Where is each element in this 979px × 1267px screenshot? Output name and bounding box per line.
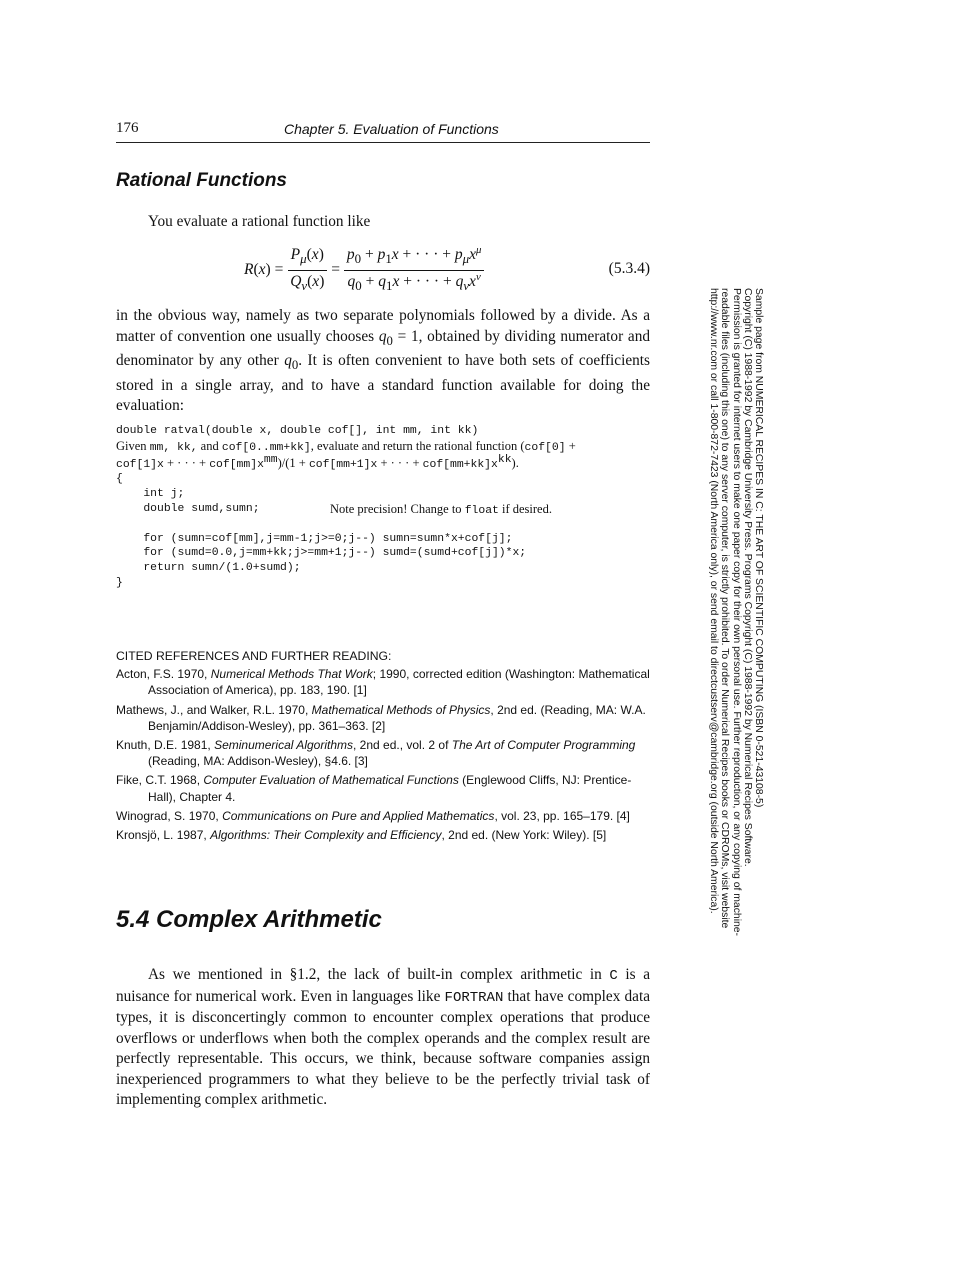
code-close-brace: } — [116, 576, 123, 589]
explanation-paragraph: in the obvious way, namely as two separate polynomials followed by a divide. As a matter of convention one usually chooses $q_0 = 1$, obtained by dividing numerator and denominator by any other $q_0$. It is often convenient to have both sets of coefficients stored in a single array, and to have a standard function available for doing the evaluation: — [116, 307, 650, 415]
sidebar-line: Permission is granted for internet users to make one paper copy for their own personal use. Further reproduction, or any copying of machine- — [730, 288, 742, 937]
fraction-polynomials: $\frac{p_0 + p_1x + \cdot \cdot \cdot + p_\mu x^\mu}{q_0 + q_1x + \cdot \cdot \cdot + q_\nu x^\nu}$ — [344, 246, 485, 295]
references — [116, 648, 656, 846]
complex-arithmetic-paragraph: As we mentioned in §1.2, the lack of built-in complex arithmetic in C is a nuisance for numerical work. Even in languages like FORTRAN that have complex data types, it is disconcertingly common to encounter complex operations that produce overflows or underflows when both the complex operands and the complex result are perfectly representable. This occurs, we think, because software companies assign inexperienced programmers to what they believe to be the perfectly trivial task of implementing complex arithmetic. — [116, 966, 650, 1108]
code-for-numerator: for (sumn=cof[mm],j=mm-1;j>=0;j--) sumn=sumn*x+cof[j]; — [116, 532, 513, 545]
equation-body: R(x) = $\frac{P_\mu(x)}{Q_\nu(x)}$ = $\frac{p_0 + p_1x + \cdot \cdot \cdot + p_\mu x^\mu}{q_0 + q_1x + \cdot \cdot \cdot + q_\nu x^\nu}$ — [244, 246, 484, 295]
sidebar-line: readable files (including this one) to any server computer, is strictly prohibited. To order Numerical Recipes books or CDROMs, visit website — [719, 288, 731, 929]
reference-item: Knuth, D.E. 1981, Seminumerical Algorithms, 2nd ed., vol. 2 of The Art of Computer Programming (Reading, MA: Addison-Wesley), §4.6. [3] — [116, 738, 636, 769]
code-open-brace: { — [116, 473, 123, 486]
chapter-title: Chapter 5. Evaluation of Functions — [284, 121, 499, 137]
code-blank-line — [116, 517, 656, 532]
section-heading-complex-arithmetic: 5.4 Complex Arithmetic — [116, 906, 382, 933]
code-signature: double ratval(double x, double cof[], int mm, int kk) — [116, 425, 479, 437]
code-note: Note precision! Change to float if desired. — [330, 501, 552, 517]
copyright-sidebar — [708, 288, 764, 948]
intro-paragraph: You evaluate a rational function like — [148, 213, 371, 230]
references-heading: CITED REFERENCES AND FURTHER READING: — [116, 649, 392, 663]
reference-item: Fike, C.T. 1968, Computer Evaluation of Mathematical Functions (Englewood Cliffs, NJ: Prentice-Hall), Chapter 4. — [116, 773, 632, 804]
reference-item: Kronsjö, L. 1987, Algorithms: Their Complexity and Efficiency, 2nd ed. (New York: Wiley). [5] — [116, 828, 607, 843]
code-for-denominator: for (sumd=0.0,j=mm+kk;j>=mm+1;j--) sumd=(sumd+cof[j])*x; — [116, 547, 527, 560]
sidebar-line: Sample page from NUMERICAL RECIPES IN C: THE ART OF SCIENTIFIC COMPUTING (ISBN 0-521-43108-5) — [753, 288, 764, 808]
code-comment-continued: cof[1]x + · · · + $cof[mm]x^{mm})/(1 + cof[mm+1]x$ + · · · + $cof[mm+kk]x^{kk}$). — [116, 453, 519, 471]
equation-5-3-4 — [116, 243, 650, 294]
fraction-p-over-q: $\frac{P_\mu(x)}{Q_\nu(x)}$ — [287, 246, 327, 295]
section-heading-rational-functions: Rational Functions — [116, 170, 287, 191]
running-head — [116, 120, 650, 143]
code-line-double: double sumd,sumn; Note precision! Change to float if desired. — [116, 501, 552, 517]
reference-item: Winograd, S. 1970, Communications on Pure and Applied Mathematics, vol. 23, pp. 165–179. [4] — [116, 808, 630, 823]
code-comment: Given mm, kk, and cof[0..mm+kk], evaluate and return the rational function (cof[0] + — [116, 438, 576, 454]
page-number: 176 — [116, 120, 139, 136]
equation-number: (5.3.4) — [608, 260, 650, 277]
reference-item: Mathews, J., and Walker, R.L. 1970, Mathematical Methods of Physics, 2nd ed. (Reading, MA: W.A. Benjamin/Addison-Wesley), pp. 361–363. [2] — [116, 702, 646, 733]
sidebar-line: http://www.nr.com or call 1-800-872-7423 (North America only), or send email to directcustserv@cambridge.org (outside North America). — [708, 288, 720, 914]
sidebar-line: Copyright (C) 1988-1992 by Cambridge University Press. Programs Copyright (C) 1988-1992 by Numerical Recipes Software. — [741, 288, 753, 867]
code-return: return sumn/(1.0+sumd); — [116, 562, 301, 575]
code-listing-ratval — [116, 424, 656, 591]
code-line-int: int j; — [116, 488, 185, 501]
reference-item: Acton, F.S. 1970, Numerical Methods That Work; 1990, corrected edition (Washington: Mathematical Association of America), pp. 183, 190. [1] — [116, 667, 650, 698]
